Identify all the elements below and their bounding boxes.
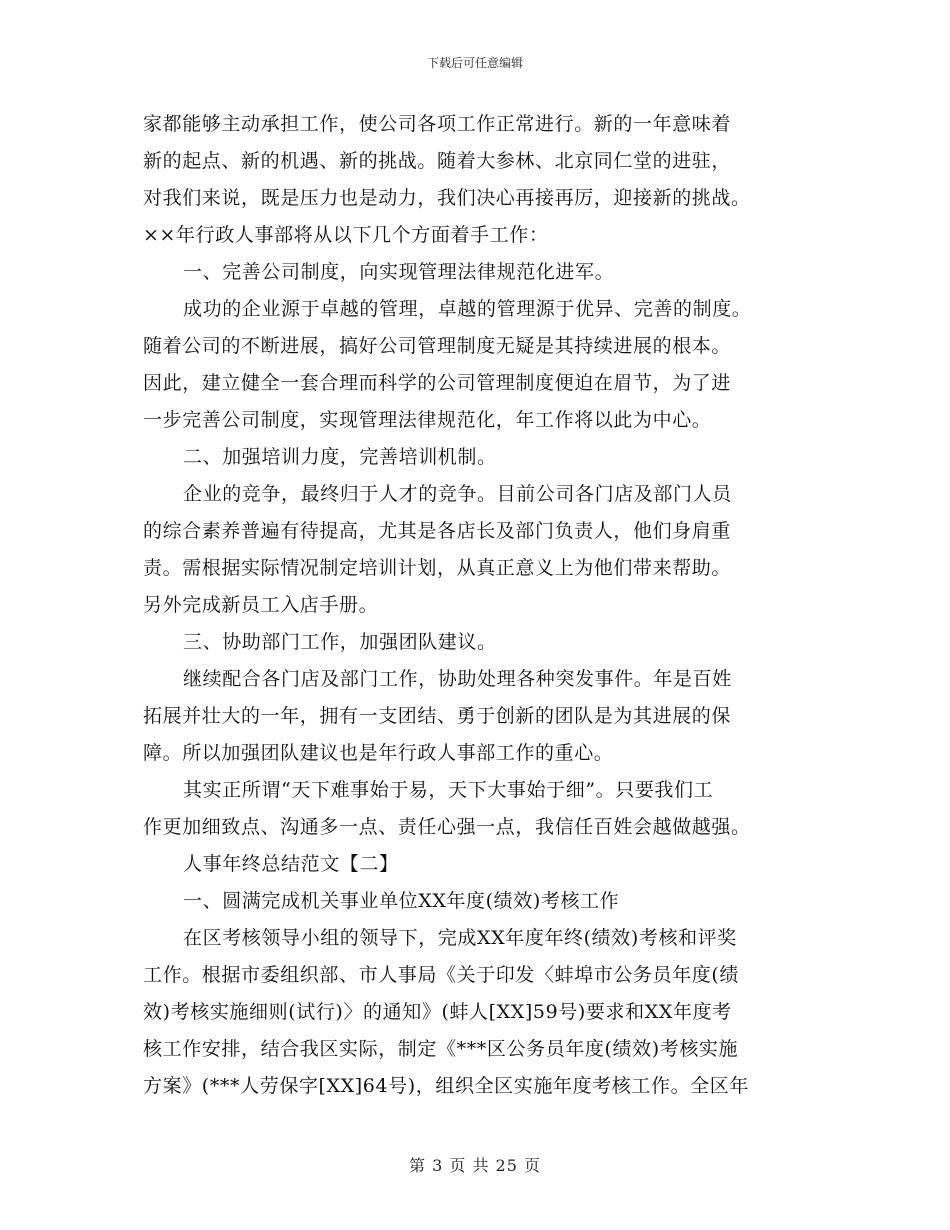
text-line: 效)考核实施细则(试行)〉的通知》(蚌人[XX]59号)要求和XX年度考: [143, 1001, 732, 1023]
text-line: 一、圆满完成机关事业单位XX年度(绩效)考核工作: [183, 890, 620, 912]
text-line: 三、协助部门工作，加强团队建议。: [183, 631, 497, 653]
text-line: 在区考核领导小组的领导下，完成XX年度年终(绩效)考核和评奖: [183, 927, 737, 949]
text-line: 随着公司的不断进展，搞好公司管理制度无疑是其持续进展的根本。: [143, 335, 732, 357]
text-line: 继续配合各门店及部门工作，协助处理各种突发事件。年是百姓: [183, 668, 732, 690]
text-line: 家都能够主动承担工作，使公司各项工作正常进行。新的一年意味着: [143, 113, 732, 135]
text-line: 的综合素养普遍有待提高，尤其是各店长及部门负责人，他们身肩重: [143, 520, 732, 542]
text-line: 因此，建立健全一套合理而科学的公司管理制度便迫在眉节，为了进: [143, 372, 732, 394]
document-body: [143, 106, 813, 1105]
text-line: 方案》(***人劳保字[XX]64号)，组织全区实施年度考核工作。全区年: [143, 1075, 749, 1097]
text-line: 二、加强培训力度，完善培训机制。: [183, 446, 497, 468]
text-line: 障。所以加强团队建议也是年行政人事部工作的重心。: [143, 742, 614, 764]
text-line: 成功的企业源于卓越的管理，卓越的管理源于优异、完善的制度。: [183, 298, 752, 320]
text-line: 核工作安排，结合我区实际，制定《***区公务员年度(绩效)考核实施: [143, 1038, 739, 1060]
text-line: 一步完善公司制度，实现管理法律规范化，年工作将以此为中心。: [143, 409, 712, 431]
text-line: 另外完成新员工入店手册。: [143, 594, 379, 616]
page-header: 下载后可任意编辑: [426, 56, 523, 70]
page-footer: 第 3 页 共 25 页: [409, 1156, 541, 1175]
text-line: 新的起点、新的机遇、新的挑战。随着大参林、北京同仁堂的进驻，: [143, 150, 732, 172]
text-line: 企业的竞争，最终归于人才的竞争。目前公司各门店及部门人员: [183, 483, 732, 505]
text-line: 其实正所谓“天下难事始于易，天下大事始于细”。只要我们工: [183, 779, 714, 801]
text-line: 对我们来说，既是压力也是动力，我们决心再接再厉，迎接新的挑战。: [143, 187, 751, 209]
text-line: 责。需根据实际情况制定培训计划，从真正意义上为他们带来帮助。: [143, 557, 732, 579]
text-line: 人事年终总结范文【二】: [183, 853, 399, 875]
text-line: ××年行政人事部将从以下几个方面着手工作：: [143, 224, 549, 246]
text-line: 一、完善公司制度，向实现管理法律规范化进军。: [183, 261, 615, 283]
text-line: 工作。根据市委组织部、市人事局《关于印发〈蚌埠市公务员年度(绩: [143, 964, 740, 986]
text-line: 作更加细致点、沟通多一点、责任心强一点，我信任百姓会越做越强。: [143, 816, 751, 838]
text-line: 拓展并壮大的一年，拥有一支团结、勇于创新的团队是为其进展的保: [143, 705, 732, 727]
